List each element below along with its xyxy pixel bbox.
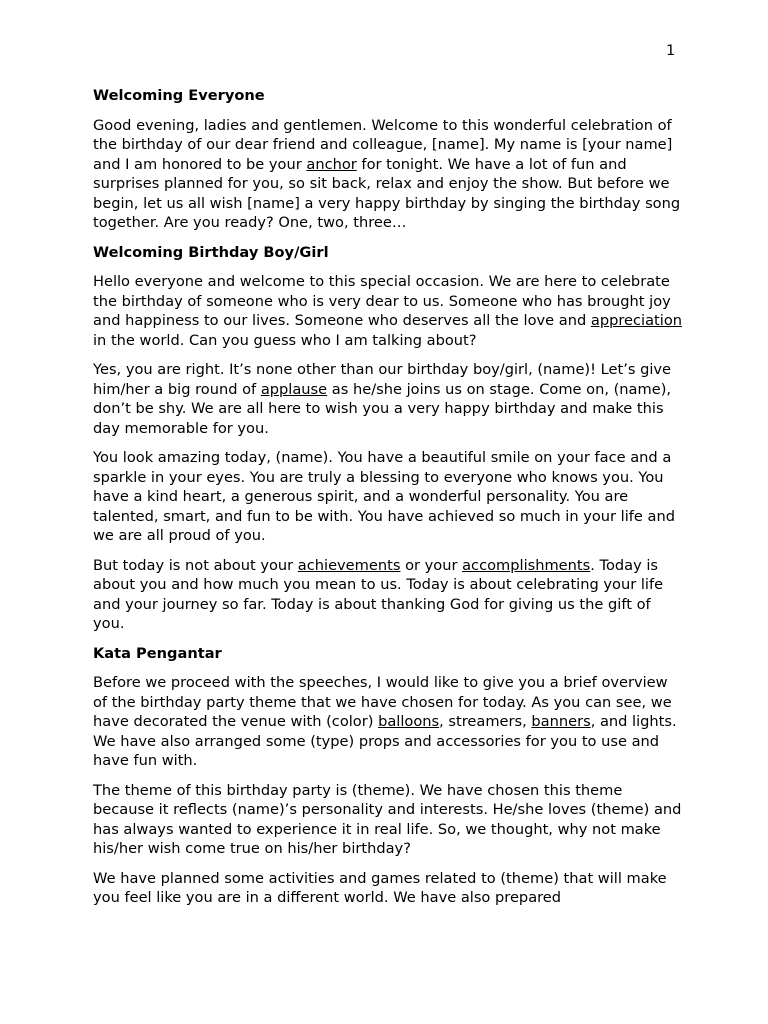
inline-link[interactable]: anchor <box>306 155 357 173</box>
paragraph-text: Yes, you are right. It’s none other than our birthday boy/girl, (name)! Let’s give him/her a big round of <box>93 361 672 398</box>
paragraph <box>93 556 683 634</box>
paragraph-text: or your <box>400 556 463 574</box>
inline-link[interactable]: applause <box>260 380 328 398</box>
document-body <box>93 86 683 918</box>
inline-link[interactable]: balloons <box>378 713 440 730</box>
paragraph-text: . Today is about you and how much you mean to us. Today is about celebrating your life and your journey so far. Today is about thanking God for giving us the gift of you. <box>93 556 664 632</box>
paragraph <box>93 360 683 438</box>
paragraph-text: You look amazing today, (name). You have a beautiful smile on your face and a sparkle in your eyes. You are truly a blessing to everyone who knows you. You have a kind heart, a generous spirit, and a wonderful personality. You are talented, smart, and fun to be with. You have achieved so much in your life and we are all proud of you. <box>93 449 676 544</box>
paragraph-text: as he/she joins us on stage. Come on, (name), don’t be shy. We are all here to wish you a very happy birthday and make this day memorable for you. <box>93 380 672 437</box>
inline-link[interactable]: banners <box>531 713 591 730</box>
paragraph <box>93 869 683 908</box>
paragraph <box>93 448 683 546</box>
paragraph-text: Before we proceed with the speeches, I would like to give you a brief overview of the birthday party theme that we have chosen for today. As you can see, we have decorated the venue with (color) <box>93 674 672 730</box>
paragraph-text: We have planned some activities and games related to (theme) that will make you feel like you are in a different world. We have also prepared <box>93 869 667 906</box>
paragraph <box>93 116 683 233</box>
page-number: 1 <box>666 43 676 59</box>
section-heading: Kata Pengantar <box>93 644 222 662</box>
paragraph-text: , and lights. We have also arranged some (type) props and accessories for you to use and have fun with. <box>93 713 677 769</box>
paragraph <box>93 781 683 859</box>
paragraph-text: for tonight. We have a lot of fun and surprises planned for you, so sit back, relax and enjoy the show. But before we begin, let us all wish [name] a very happy birthday by singing the birthday song together. Are you ready? One, two, three… <box>93 155 681 231</box>
section-heading: Welcoming Birthday Boy/Girl <box>93 243 329 261</box>
paragraph-text: Hello everyone and welcome to this special occasion. We are here to celebrate the birthday of someone who is very dear to us. Someone who has brought joy and happiness to our lives. Someone who deserves all the love and <box>93 273 671 329</box>
paragraph-text: But today is not about your <box>93 556 298 574</box>
paragraph-text: , streamers, <box>439 713 532 730</box>
inline-link[interactable]: accomplishments <box>462 556 591 574</box>
paragraph-text: in the world. Can you guess who I am talking about? <box>93 331 477 349</box>
paragraph <box>93 673 683 771</box>
inline-link[interactable]: appreciation <box>590 312 682 329</box>
paragraph-text: Good evening, ladies and gentlemen. Welcome to this wonderful celebration of the birthday of our dear friend and colleague, [name]. My name is [your name] and I am honored to be your <box>93 116 673 173</box>
paragraph <box>93 272 683 350</box>
inline-link[interactable]: achievements <box>297 556 401 574</box>
section-heading: Welcoming Everyone <box>93 87 265 104</box>
paragraph-text: The theme of this birthday party is (theme). We have chosen this theme because it reflects (name)’s personality and interests. He/she loves (theme) and has always wanted to experience it in real life. So, we thought, why not make his/her wish come true on his/her birthday? <box>93 781 682 857</box>
